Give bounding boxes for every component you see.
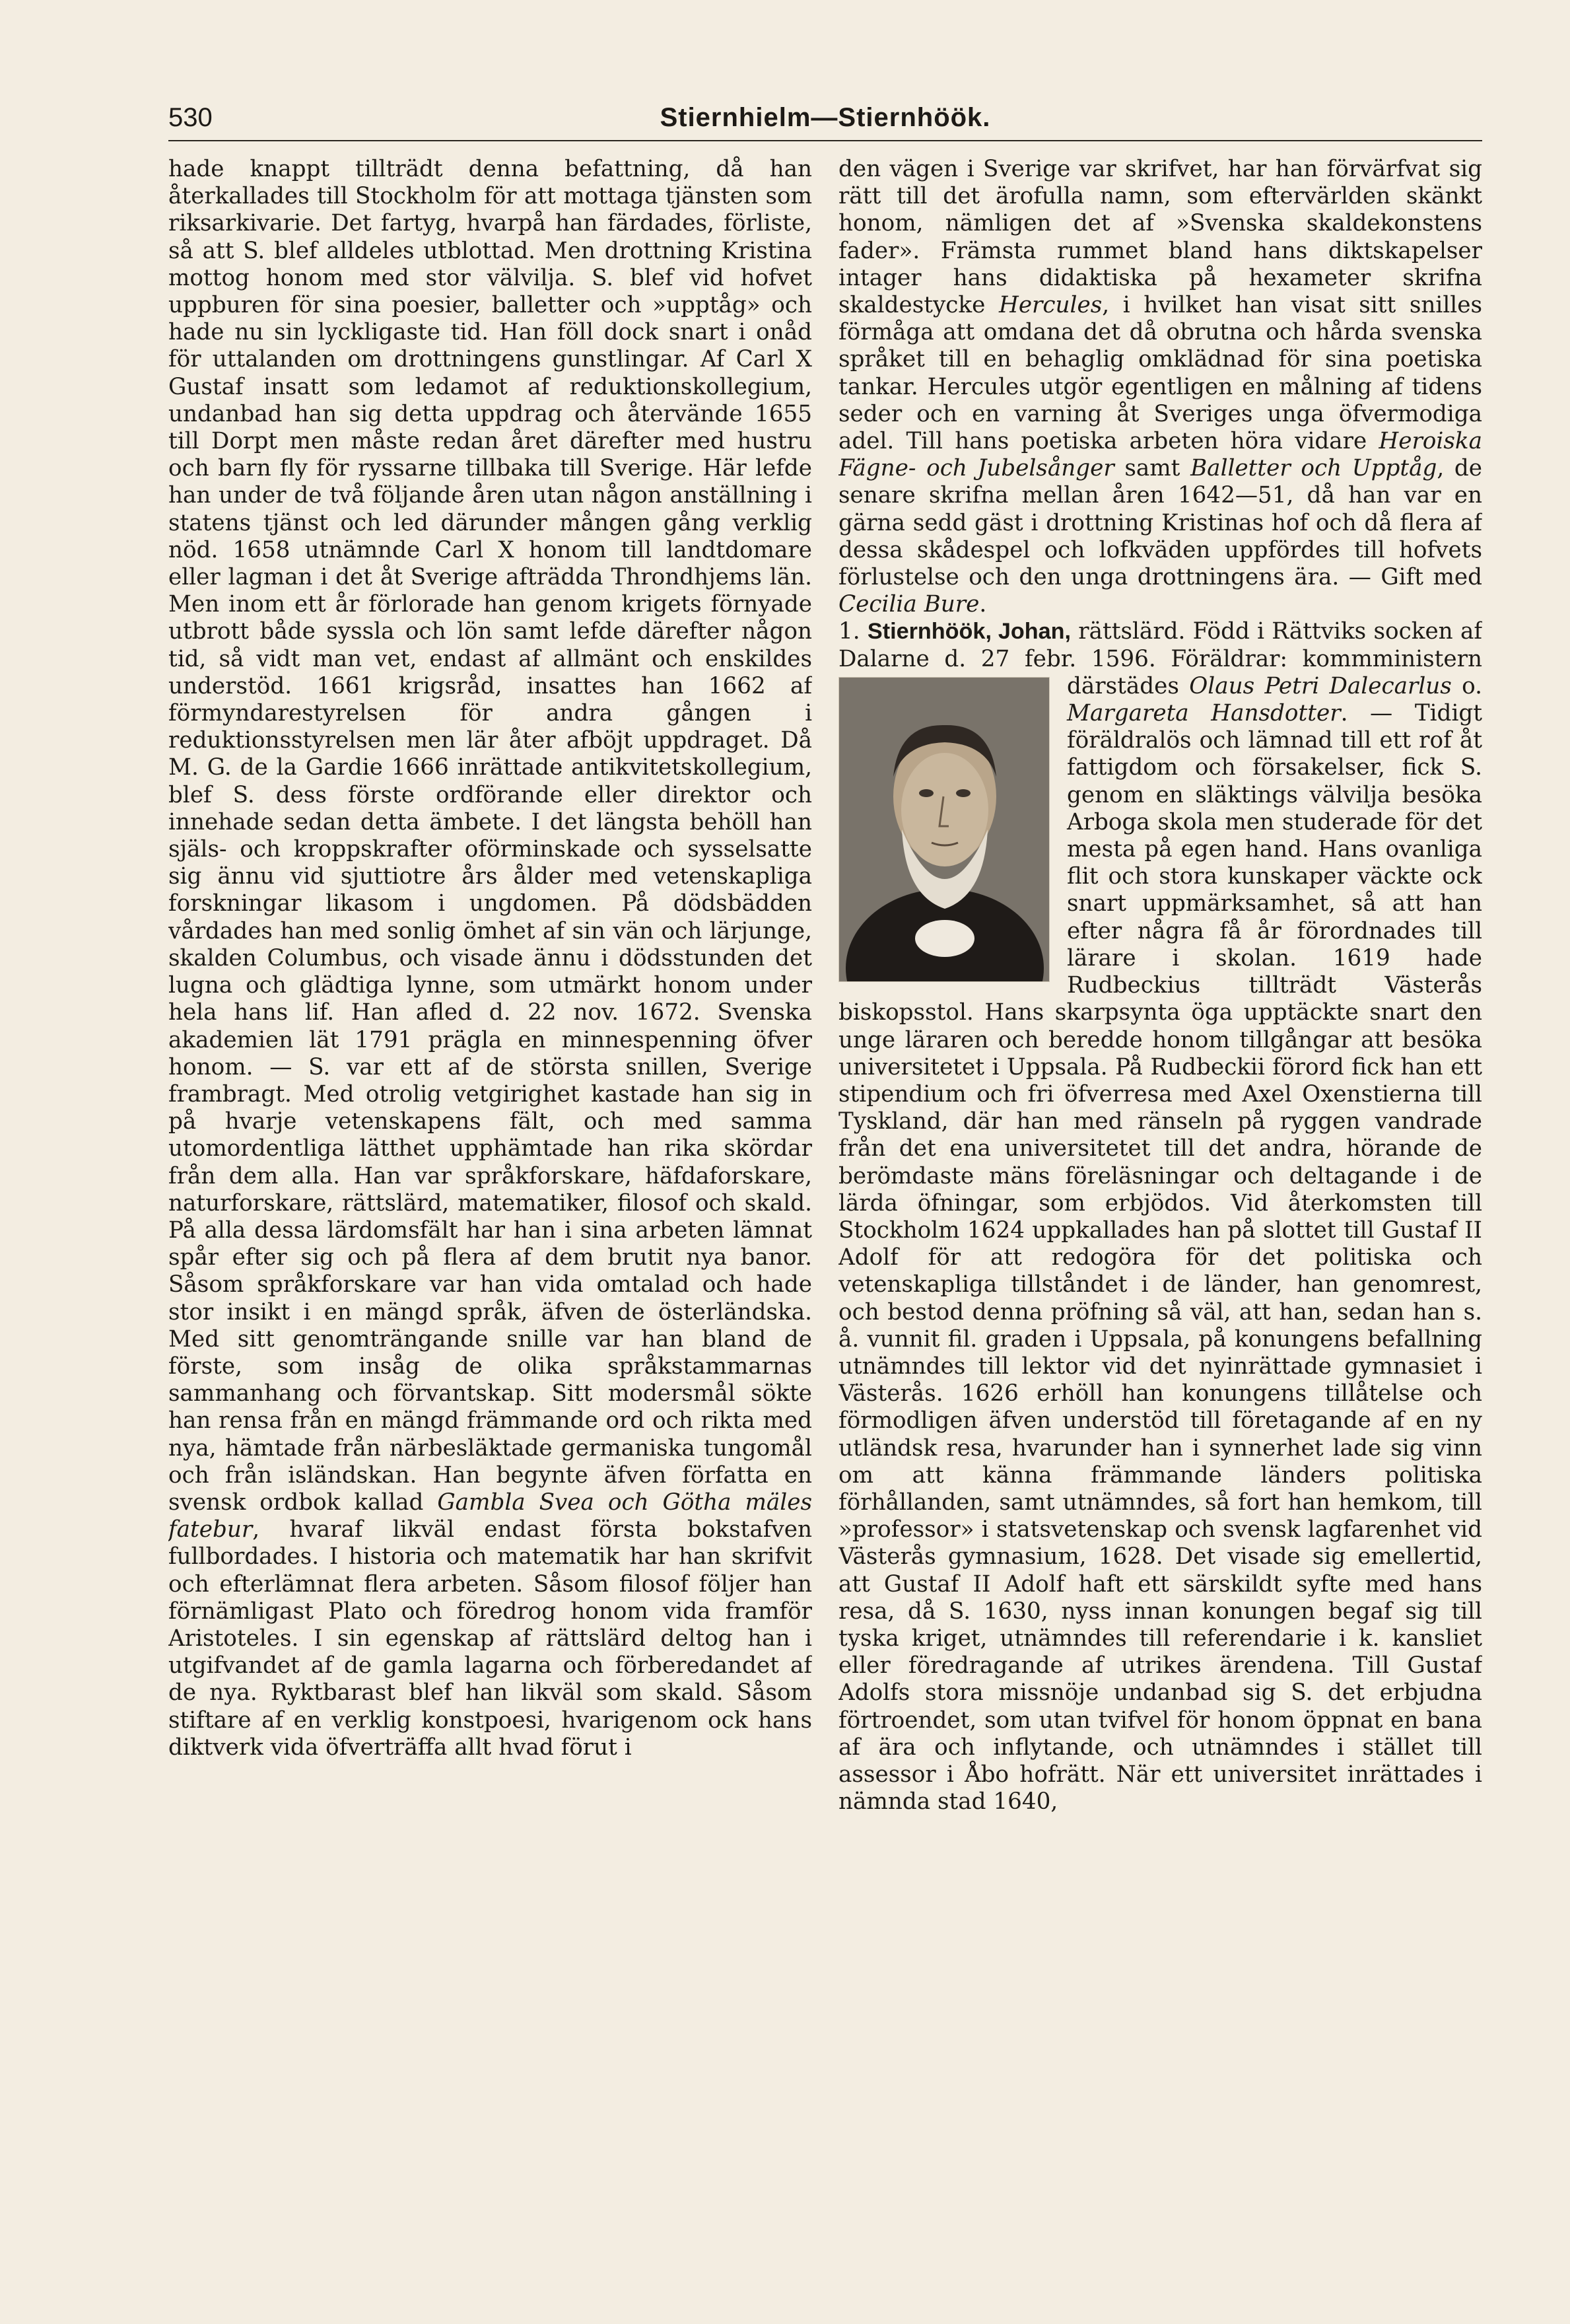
entry-name: Stiernhöök, Johan, [867, 619, 1071, 645]
work-balletter: Balletter och Upptåg [1190, 455, 1437, 482]
right-seg7: o. [1451, 672, 1482, 699]
wife-name: Cecilia Bure [838, 591, 980, 618]
dictionary-title: Gambla Svea och Götha mäles fatebur [168, 1489, 812, 1543]
left-column-paragraph [168, 156, 812, 1761]
work-hercules: Hercules [999, 292, 1103, 319]
portrait-illustration [839, 678, 1049, 981]
right-column-paragraph-1 [838, 156, 1482, 618]
left-text-end: , hvaraf likväl endast första bokstafven fullbordades. I historia och matematik har han skrifvit och efterlämnat flera arbeten. Såsom filosof följer han förnämligast Plato och föredrog honom vida framför Aristoteles. I sin egenskap af rättslärd deltog han i utgifvandet af de gamla lagarna och förberedandet af de nya. Ryktbarast blef han likväl som skald. Såsom stiftare af en verklig konstpoesi, hvarigenom ock hans diktverk vida öfverträffa allt hvad förut i [168, 1516, 812, 1761]
left-text: hade knappt tillträdt denna befattning, då han återkallades till Stockholm för att mottaga tjänsten som riksarkivarie. Det fartyg, hvarpå han färdades, förliste, så att S. blef alldeles utblottad. Men drottning Kristina mottog honom med stor välvilja. S. blef vid hofvet uppburen för sina poesier, balletter och »upptåg» och hade nu sin lyckligaste tid. Han föll dock snart i onåd för uttalanden om drottningens gunstlingar. Af Carl X Gustaf insatt som ledamot af reduktionskollegium, undanbad han sig detta uppdrag och återvände 1655 till Dorpt men måste redan året därefter med hustru och barn fly för ryssarne tillbaka till Sverige. Här lefde han under de två följande åren utan någon anställning i statens tjänst och led därunder mången gång verklig nöd. 1658 utnämnde Carl X honom till landtdomare eller lagman i det åt Sverige afträdda Throndhjems län. Men inom ett år förlorade han genom krigets förnyade utbrott både syssla och lön samt lefde därefter någon tid, så vidt man vet, endast af allmänt och enskildes understöd. 1661 krigsråd, insattes han 1662 af förmyndarestyrelsen för andra gången i reduktionsstyrelsen men lär åter afböjt uppdraget. Då M. G. de la Gardie 1666 inrättade antikvitetskollegium, blef S. dess förste ordförande eller direktor och innehade sedan detta ämbete. I det längsta behöll han själs- och kroppskrafter oförminskade och sysselsatte sig ännu vid sjuttiotre års ålder med vetenskapliga forskningar likasom i ungdomen. På dödsbädden vårdades han med sonlig ömhet af sin vän och lärjunge, skalden Columbus, och visade ännu i dödsstunden det lugna och glädtiga lynne, som utmärkt honom under hela hans lif. Han afled d. 22 nov. 1672. Svenska akademien lät 1791 prägla en minnespenning öfver honom. — S. var ett af de största snillen, Sverige frambragt. Med otrolig vetgirighet kastade han sig in på hvarje vetenskapens fält, och med samma utomordentliga lätthet upphämtade han rika skördar från dem alla. Han var språkforskare, häfdaforskare, naturforskare, rättslärd, matematiker, filosof och skald. På alla dessa lärdomsfält har han i sina arbeten lämnat spår efter sig och på flera af dem brutit nya banor. Såsom språkforskare var han vida omtalad och hade stor insikt i en mängd språk, äfven de österländska. Med sitt genomträngande snille var han bland de förste, som insåg de olika språkstammarnas sammanhang och förvantskap. Sitt modersmål sökte han rensa från en mängd främmande ord och rikta med nya, hämtade från närbesläktade germaniska tungomål och från isländskan. Han begynte äfven författa en svensk ordbok kallad [168, 156, 812, 1516]
right-seg6: rättslärd. Född i Rättviks socken af Dalarne d. 27 febr. 1596. Föräldrar: kommministern därstädes [838, 618, 1482, 699]
right-seg4: , de senare skrifna mellan åren 1642—51, då han var en gärna sedd gäst i drottning Kristinas hof och då flera af dessa skådespel och lofkväden uppfördes till hofvets förlustelse och den unga drottningens ära. — Gift med [838, 455, 1482, 591]
page-number: 530 [168, 103, 213, 132]
left-column [168, 156, 812, 2269]
mother-name: Margareta Hansdotter [1067, 700, 1341, 727]
portrait-image [838, 677, 1050, 982]
right-seg2: , i hvilket han visat sitt snilles förmåga att omdana det då obrutna och hårda svenska språket till en behaglig omklädnad för sina poetiska tankar. Hercules utgör egentligen en målning af tidens seder och en varning åt Sveriges unga öfvermodiga adel. Till hans poetiska arbeten höra vidare [838, 292, 1482, 455]
work-heroiska: Heroiska Fägne- och Jubelsånger [838, 428, 1482, 482]
header-rule [168, 140, 1482, 141]
right-column [838, 156, 1482, 2269]
right-seg5: . [979, 591, 987, 618]
page-header [168, 99, 1482, 139]
right-seg1: den vägen i Sverige var skrifvet, har han förvärfvat sig rätt till det ärofulla namn, som eftervärlden skänkt honom, nämligen det af »Svenska skaldekonstens fader». Främsta rummet bland hans diktskapelser intager hans didaktiska på hexameter skrifna skaldestycke [838, 156, 1482, 319]
right-seg8: . — Tidigt föräldralös och lämnad till ett rof åt fattigdom och försakelser, fick S. genom en släktings välvilja besöka Arboga skola men studerade för det mesta på egen hand. Hans ovanliga flit och stora kunskaper väckte ock snart uppmärksamhet, så att han efter några få år förordnades till lärare i skolan. 1619 hade Rudbeckius tillträdt Västerås biskopsstol. Hans skarpsynta öga upptäckte snart den unge läraren och beredde honom tillgångar att besöka universitetet i Uppsala. På Rudbeckii förord fick han ett stipendium och fri öfverresa med Axel Oxenstierna till Tyskland, där han med ränseln på ryggen vandrade från det ena universitetet till det andra, hörande de berömdaste mäns föreläsningar och deltagande i de lärda öfningar, som erbjödos. Vid återkomsten till Stockholm 1624 uppkallades han på slottet till Gustaf II Adolf för att redogöra för det politiska och vetenskapliga tillståndet i de länder, han genomrest, och bestod denna pröfning så väl, att han, sedan han s. å. vunnit fil. graden i Uppsala, på konungens befallning utnämndes till lektor vid det nyinrättade gymnasiet i Västerås. 1626 erhöll han konungens tillåtelse och förmodligen äfven understöd till företagande af en ny utländsk resa, hvarunder han i synnerhet lade sig vinn om att känna främmande länders politiska förhållanden, samt utnämndes, så fort han hemkom, till »professor» i statsvetenskap och svensk lagfarenhet vid Västerås gymnasium, 1628. Det visade sig emellertid, att Gustaf II Adolf haft ett särskildt syfte med hans resa, då S. 1630, nyss innan konungen begaf sig till tyska kriget, utnämndes till referendarie i k. kansliet eller föredragande af utrikes ärendena. Till Gustaf Adolfs stora missnöje undanbad sig S. det erbjudna förtroendet, som utan tvifvel för honom öppnat en bana af ära och inflytande, och utnämndes i stället till assessor i Åbo hofrätt. När ett universitet inrättades i nämnda stad 1640, [838, 700, 1482, 1815]
father-name: Olaus Petri Dalecarlus [1189, 672, 1452, 699]
entry-number: 1. [838, 618, 860, 645]
running-title: Stiernhielm—Stiernhöök. [660, 103, 991, 132]
right-seg3: samt [1114, 455, 1191, 482]
right-column-entry [838, 618, 1482, 1815]
